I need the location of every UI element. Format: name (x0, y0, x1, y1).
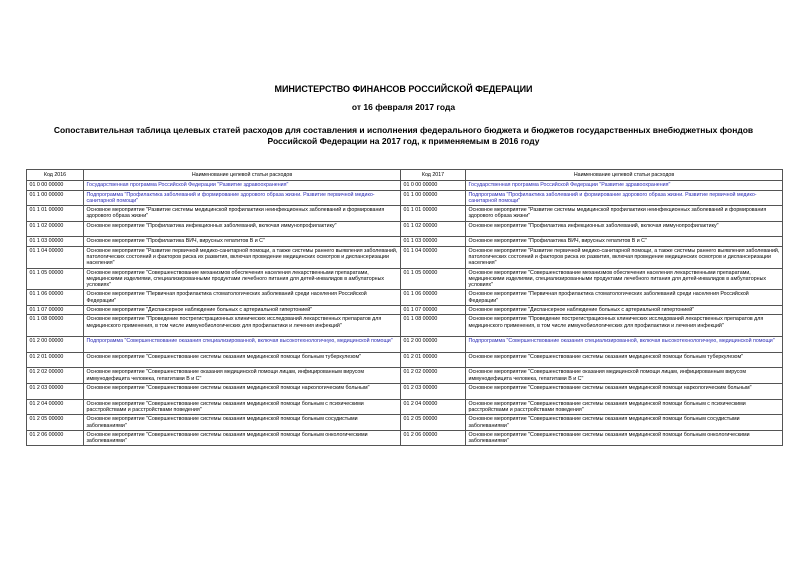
code-2016-cell: 01 2 00 00000 (27, 337, 84, 353)
name-2016-cell (84, 181, 401, 190)
table-row (27, 246, 783, 268)
code-2017-cell: 01 1 00 00000 (401, 190, 466, 206)
name-2017-text: Основное мероприятие "Профилактика инфекционных заболеваний, включая иммунопрофилактику" (468, 222, 719, 229)
name-2016-text: Основное мероприятие "Совершенствование системы оказания медицинской помощи наркологическим больным" (86, 385, 370, 392)
name-2016-cell (84, 246, 401, 268)
name-2017-text: Основное мероприятие "Развитие первичной медико-санитарной помощи, а также системы раннего выявления заболеваний, патологических состояний и факторов риска их развития, включая проведение медицинских осмотров и диспансеризации населения" (468, 247, 780, 267)
name-2016-cell (84, 430, 401, 446)
code-2017-cell: 01 1 07 00000 (401, 306, 466, 315)
code-2017-cell: 01 0 00 00000 (401, 181, 466, 190)
code-2017-cell: 01 1 08 00000 (401, 315, 466, 337)
code-2016-cell: 01 1 06 00000 (27, 290, 84, 306)
name-2017-cell (466, 430, 783, 446)
table-row (27, 237, 783, 246)
code-2016-cell: 01 1 01 00000 (27, 206, 84, 222)
code-2016-cell: 01 2 02 00000 (27, 368, 84, 384)
name-2017-cell (466, 221, 783, 237)
header-name-2017: Наименование целевой статьи расходов (466, 170, 783, 181)
heading-line-1: Сопоставительная таблица целевых статей расходов для составления и исполнения федерального бюджета и бюджетов государственных внебюджетных фондов (53, 125, 754, 135)
table-header-row (27, 170, 783, 181)
table-row (27, 190, 783, 206)
name-2017-cell (466, 206, 783, 222)
code-2017-cell: 01 2 04 00000 (401, 399, 466, 415)
name-2017-text: Основное мероприятие "Совершенствование системы оказания медицинской помощи больным сосудистыми заболеваниями" (468, 416, 740, 429)
name-2017-link[interactable]: Подпрограмма "Совершенствование оказания специализированной, включая высокотехнологичную, медицинской помощи" (468, 338, 775, 345)
name-2017-cell (466, 352, 783, 368)
name-2017-text: Основное мероприятие "Проведение пострегистрационных клинических исследований лекарственных препаратов для медицинского применения, в том числе иммунобиологических для профилактики и лечения инфекций" (468, 316, 764, 329)
table-row (27, 337, 783, 353)
name-2017-cell (466, 246, 783, 268)
name-2016-cell (84, 237, 401, 246)
code-2017-cell: 01 2 00 00000 (401, 337, 466, 353)
name-2016-cell (84, 290, 401, 306)
name-2017-link[interactable]: Подпрограмма "Профилактика заболеваний и формирование здорового образа жизни. Развитие первичной медико-санитарной помощи" (468, 191, 757, 204)
code-2017-cell: 01 1 01 00000 (401, 206, 466, 222)
document-date: от 16 февраля 2017 года (351, 102, 456, 112)
name-2017-cell (466, 290, 783, 306)
code-2016-cell: 01 2 03 00000 (27, 384, 84, 400)
name-2017-text: Основное мероприятие "Совершенствование системы оказания медицинской помощи больным онкологическими заболеваниями" (468, 431, 750, 445)
name-2016-cell (84, 337, 401, 353)
name-2017-cell (466, 315, 783, 337)
name-2016-link[interactable]: Государственная программа Российской Федерации "Развитие здравоохранения" (86, 182, 289, 189)
name-2016-text: Основное мероприятие "Проведение пострегистрационных клинических исследований лекарственных препаратов для медицинского применения, в том числе иммунобиологических для профилактики и лечения инфекций" (86, 316, 382, 329)
name-2017-cell (466, 415, 783, 431)
header-code-2017: Код 2017 (401, 170, 466, 181)
name-2017-link[interactable]: Государственная программа Российской Федерации "Развитие здравоохранения" (468, 182, 671, 189)
code-2016-cell: 01 1 04 00000 (27, 246, 84, 268)
name-2017-text: Основное мероприятие "Совершенствование оказания медицинской помощи лицам, инфицированным вирусом иммунодефицита человека, гепатитами В и С" (468, 369, 746, 382)
name-2016-cell (84, 306, 401, 315)
name-2016-cell (84, 206, 401, 222)
name-2017-cell (466, 306, 783, 315)
name-2017-text: Основное мероприятие "Первичная профилактика стоматологических заболеваний среди населения Российской Федерации" (468, 291, 749, 304)
table-row (27, 430, 783, 446)
name-2017-cell (466, 190, 783, 206)
code-2016-cell: 01 1 05 00000 (27, 268, 84, 290)
name-2016-cell (84, 368, 401, 384)
header-name-2016: Наименование целевой статьи расходов (84, 170, 401, 181)
code-2016-cell: 01 1 08 00000 (27, 315, 84, 337)
heading-line-2: Российской Федерации на 2017 год, к применяемым в 2016 году (267, 136, 540, 146)
name-2017-text: Основное мероприятие "Совершенствование системы оказания медицинской помощи больным туберкулезом" (468, 353, 744, 360)
name-2016-cell (84, 384, 401, 400)
name-2017-text: Основное мероприятие "Развитие системы медицинской профилактики неинфекционных заболеваний и формирования здорового образа жизни" (468, 207, 767, 220)
name-2017-cell (466, 368, 783, 384)
name-2016-cell (84, 190, 401, 206)
name-2017-text: Основное мероприятие "Совершенствование механизмов обеспечения населения лекарственными препаратами, медицинскими изделиями, специализированными продуктами лечебного питания для детей-инвалидов в амбулаторных условиях" (468, 269, 767, 289)
code-2016-cell: 01 2 04 00000 (27, 399, 84, 415)
name-2016-text: Основное мероприятие "Совершенствование оказания медицинской помощи лицам, инфицированным вирусом иммунодефицита человека, гепатитами В и С" (86, 369, 364, 382)
name-2016-link[interactable]: Подпрограмма "Совершенствование оказания специализированной, включая высокотехнологичную, медицинской помощи" (86, 338, 393, 345)
name-2017-cell (466, 399, 783, 415)
name-2016-cell (84, 268, 401, 290)
table-row (27, 384, 783, 400)
code-2017-cell: 01 1 03 00000 (401, 237, 466, 246)
code-2016-cell: 01 1 00 00000 (27, 190, 84, 206)
name-2017-cell (466, 237, 783, 246)
header-code-2016: Код 2016 (27, 170, 84, 181)
name-2016-link[interactable]: Подпрограмма "Профилактика заболеваний и формирование здорового образа жизни. Развитие первичной медико-санитарной помощи" (86, 191, 375, 204)
name-2016-text: Основное мероприятие "Совершенствование системы оказания медицинской помощи больным онкологическими заболеваниями" (86, 431, 368, 445)
code-2016-cell: 01 1 07 00000 (27, 306, 84, 315)
name-2016-text: Основное мероприятие "Развитие первичной медико-санитарной помощи, а также системы раннего выявления заболеваний, патологических состояний и факторов риска их развития, включая проведение медицинских осмотров и диспансеризации населения" (86, 247, 398, 267)
code-2017-cell: 01 2 03 00000 (401, 384, 466, 400)
name-2017-text: Основное мероприятие "Совершенствование системы оказания медицинской помощи больным с психическими расстройствами и расстройствами поведения" (468, 400, 746, 413)
table-row (27, 352, 783, 368)
document-heading (18, 125, 789, 147)
name-2016-cell (84, 221, 401, 237)
table-row (27, 268, 783, 290)
table-row (27, 306, 783, 315)
name-2017-text: Основное мероприятие "Совершенствование системы оказания медицинской помощи наркологическим больным" (468, 385, 752, 392)
code-2016-cell: 01 0 00 00000 (27, 181, 84, 190)
table-row (27, 368, 783, 384)
name-2017-text: Основное мероприятие "Профилактика ВИЧ, вирусных гепатитов В и С" (468, 238, 647, 245)
table-row (27, 221, 783, 237)
code-2016-cell: 01 2 06 00000 (27, 430, 84, 446)
code-2016-cell: 01 2 05 00000 (27, 415, 84, 431)
name-2016-cell (84, 315, 401, 337)
code-2017-cell: 01 2 06 00000 (401, 430, 466, 446)
code-2017-cell: 01 2 05 00000 (401, 415, 466, 431)
table-row (27, 290, 783, 306)
name-2016-text: Основное мероприятие "Первичная профилактика стоматологических заболеваний среди населения Российской Федерации" (86, 291, 367, 304)
name-2016-text: Основное мероприятие "Диспансерное наблюдение больных с артериальной гипертонией" (86, 307, 313, 314)
name-2017-cell (466, 384, 783, 400)
name-2016-cell (84, 415, 401, 431)
name-2016-text: Основное мероприятие "Профилактика ВИЧ, вирусных гепатитов В и С" (86, 238, 265, 245)
name-2017-cell (466, 181, 783, 190)
table-row (27, 206, 783, 222)
name-2016-text: Основное мероприятие "Совершенствование механизмов обеспечения населения лекарственными препаратами, медицинскими изделиями, специализированными продуктами лечебного питания для детей-инвалидов в амбулаторных условиях" (86, 269, 385, 289)
table-row (27, 315, 783, 337)
table-row (27, 415, 783, 431)
name-2016-text: Основное мероприятие "Совершенствование системы оказания медицинской помощи больным туберкулезом" (86, 353, 362, 360)
ministry-title: МИНИСТЕРСТВО ФИНАНСОВ РОССИЙСКОЙ ФЕДЕРАЦИИ (274, 84, 533, 94)
code-2016-cell: 01 1 03 00000 (27, 237, 84, 246)
code-2017-cell: 01 2 01 00000 (401, 352, 466, 368)
table-row (27, 181, 783, 190)
code-2017-cell: 01 2 02 00000 (401, 368, 466, 384)
code-2017-cell: 01 1 04 00000 (401, 246, 466, 268)
code-2017-cell: 01 1 05 00000 (401, 268, 466, 290)
comparison-table (26, 169, 783, 446)
name-2016-text: Основное мероприятие "Профилактика инфекционных заболеваний, включая иммунопрофилактику" (86, 222, 337, 229)
code-2016-cell: 01 1 02 00000 (27, 221, 84, 237)
code-2017-cell: 01 1 06 00000 (401, 290, 466, 306)
code-2016-cell: 01 2 01 00000 (27, 352, 84, 368)
name-2016-cell (84, 352, 401, 368)
name-2016-text: Основное мероприятие "Совершенствование системы оказания медицинской помощи больным с психическими расстройствами и расстройствами поведения" (86, 400, 364, 413)
name-2017-cell (466, 268, 783, 290)
name-2017-cell (466, 337, 783, 353)
name-2016-cell (84, 399, 401, 415)
name-2017-text: Основное мероприятие "Диспансерное наблюдение больных с артериальной гипертонией" (468, 307, 695, 314)
name-2016-text: Основное мероприятие "Развитие системы медицинской профилактики неинфекционных заболеваний и формирования здорового образа жизни" (86, 207, 385, 220)
code-2017-cell: 01 1 02 00000 (401, 221, 466, 237)
table-row (27, 399, 783, 415)
name-2016-text: Основное мероприятие "Совершенствование системы оказания медицинской помощи больным сосудистыми заболеваниями" (86, 416, 358, 429)
